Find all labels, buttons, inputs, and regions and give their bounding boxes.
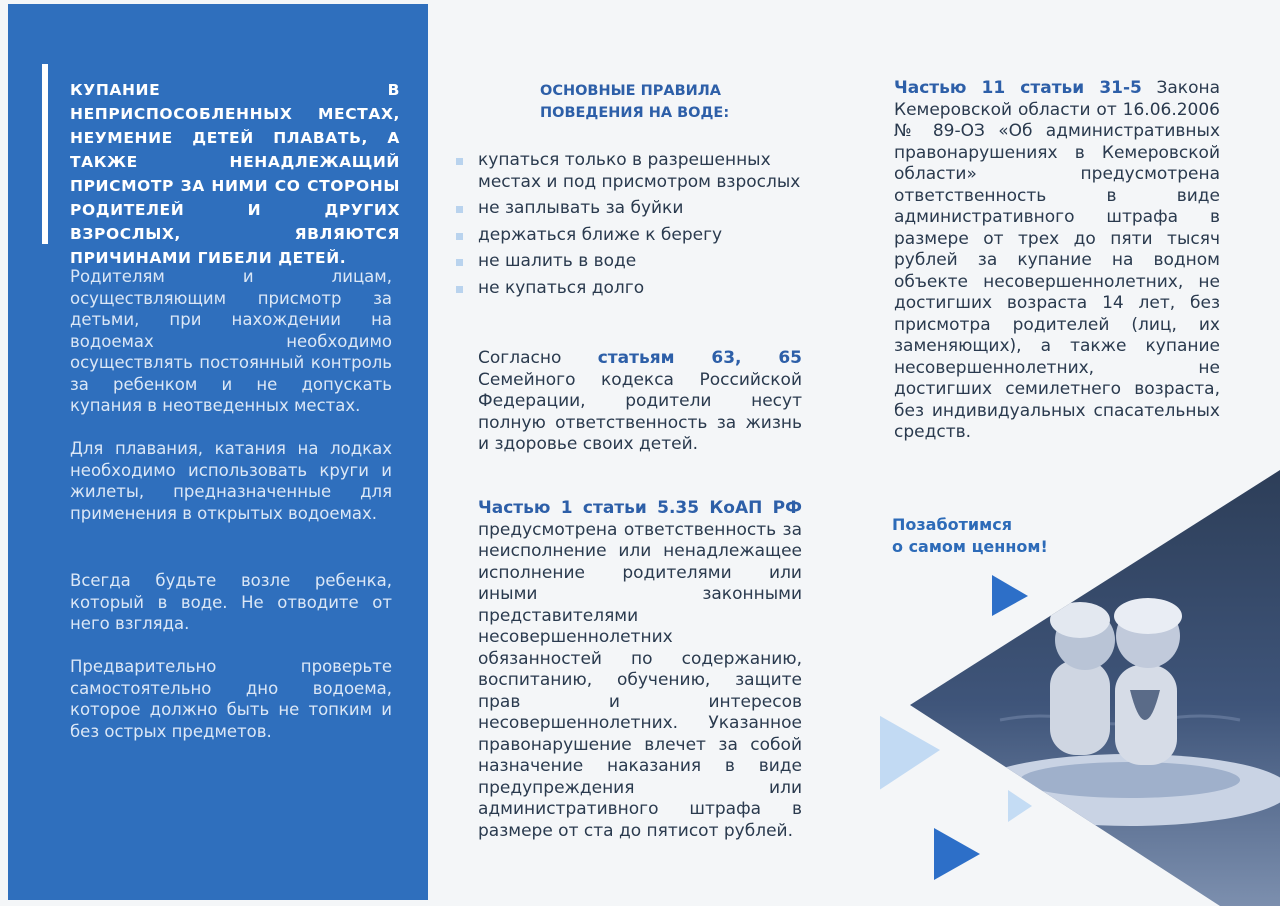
photo-triangle-graphic [880,0,1280,906]
square-bullet-icon [456,233,463,240]
koap-paragraph: Частью 1 статьи 5.35 КоАП РФ предусмотрена ответственность за неисполнение или ненадлежащее исполнение родителями или иными законными представителями несовершеннолетних обязанностей по содержанию, воспитанию, обучению, защите прав и интересов несовершеннолетних. Указанное правонарушение влечет за собой назначение наказания в виде предупреждения или административного штрафа в размере от ста до пятисот рублей. [478,498,802,841]
left-paragraph-supervision: Родителям и лицам, осуществляющим присмотр за детьми, при нахождении на водоемах необходимо осуществлять постоянный контроль за ребенком и не допускать купания в неотведенных местах. [70,267,392,415]
middle-column [440,0,840,906]
left-panel [8,4,428,900]
square-bullet-icon [456,206,463,213]
regional-law-article: Частью 11 статьи 31-5 [894,78,1142,98]
family-code-articles: статьям 63, 65 [597,348,802,368]
rule-item: не купаться долго [478,278,808,300]
koap-article: Частью 1 статьи 5.35 КоАП РФ [478,498,802,518]
square-bullet-icon [456,286,463,293]
square-bullet-icon [456,158,463,165]
rule-item: купаться только в разрешенных местах и под присмотром взрослых [478,150,808,193]
rule-item: не шалить в воде [478,251,808,273]
left-paragraph-equipment: Для плавания, катания на лодках необходимо использовать круги и жилеты, предназначенные для применения в открытых водоемах. [70,439,392,523]
rule-item: не заплывать за буйки [478,198,808,220]
slogan: Позаботимся о самом ценном! [892,515,1048,556]
left-paragraph-stay-close: Всегда будьте возле ребенка, который в воде. Не отводите от него взгляда. [70,571,392,633]
right-column [880,0,1280,906]
rules-list [478,150,808,304]
rule-item: держаться ближе к берегу [478,225,808,247]
triangle-decoration-icon [934,828,980,880]
triangle-decoration-icon [992,575,1028,616]
left-heading: КУПАНИЕ В НЕПРИСПОСОБЛЕННЫХ МЕСТАХ, НЕУМЕНИЕ ДЕТЕЙ ПЛАВАТЬ, А ТАКЖЕ НЕНАДЛЕЖАЩИЙ ПРИСМОТР ЗА НИМИ СО СТОРОНЫ РОДИТЕЛЕЙ И ДРУГИХ ВЗРОСЛЫХ, ЯВЛЯЮТСЯ ПРИЧИНАМИ ГИБЕЛИ ДЕТЕЙ. [70,81,400,267]
triangle-decoration-icon [1008,790,1032,822]
square-bullet-icon [456,259,463,266]
regional-law-paragraph: Частью 11 статьи 31-5 Закона Кемеровской области от 16.06.2006 № 89-ОЗ «Об административных правонарушениях в Кемеровской области» предусмотрена ответственность в виде административного штрафа в размере от трех до пяти тысяч рублей за купание на водном объекте несовершеннолетних, не достигших возраста 14 лет, без присмотра родителей (лиц, их заменяющих), а также купание несовершеннолетних, не достигших семилетнего возраста, без индивидуальных спасательных средств. [894,78,1221,442]
heading-accent-bar [42,64,48,244]
family-code-paragraph: Согласно статьям 63, 65 Семейного кодекса Российской Федерации, родители несут полную ответственность за жизнь и здоровье своих детей. [478,348,802,454]
left-paragraph-check-bottom: Предварительно проверьте самостоятельно дно водоема, которое должно быть не топким и без острых предметов. [70,657,392,741]
rules-heading: ОСНОВНЫЕ ПРАВИЛА ПОВЕДЕНИЯ НА ВОДЕ: [540,83,730,121]
